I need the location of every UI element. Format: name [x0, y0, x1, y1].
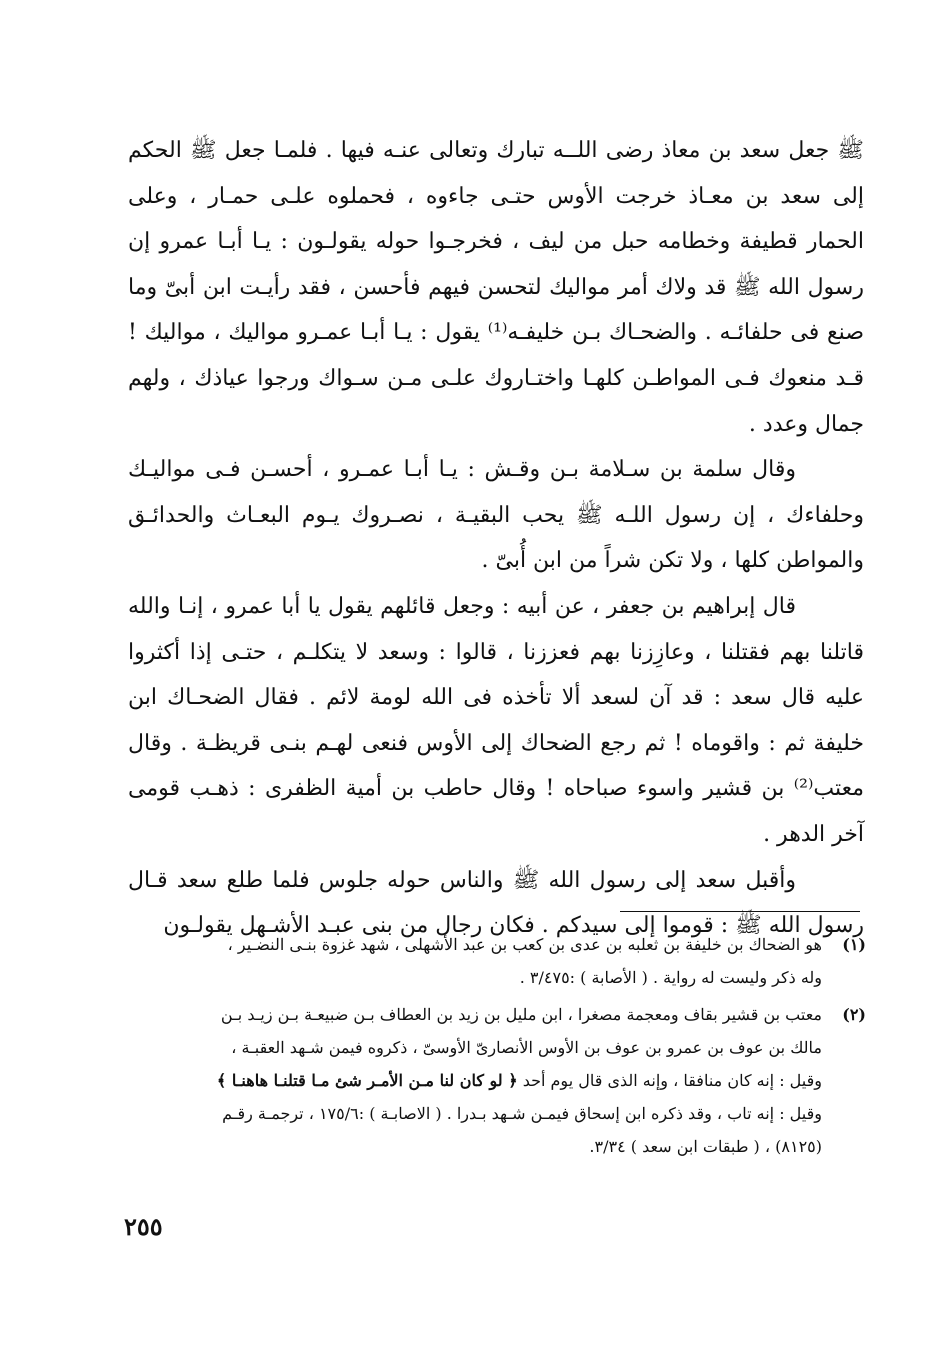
footnotes [120, 928, 866, 1167]
footnote-line: هو الضحاك بن خليفة بن ثعلبه بن عدى بن كعب بن عبد الأشهلى ، شهد غزوة بنـى النضـير ، [227, 935, 822, 954]
footnote-line: مالك بن عوف بن عمرو بن عوف بن الأوس الأنصارىّ الأوسىّ ، ذكروه فيمن شـهد العقبـة ، [231, 1038, 822, 1057]
page-number: ٢٥٥ [124, 1212, 163, 1241]
footnote-number: (٢) [842, 1005, 866, 1024]
paragraph: ﷺ جعل سعد بن معاذ رضى اللــه تبارك وتعالى عنـه فيها . فلمـا جعل ﷺ الحكم إلى سعد بن معـاذ خرجت الأوس حتـى جاءوه ، فحملوه علـى حمـار ، وعلى الحمار قطيفة وخطامه حبل من ليف ، فخرجـوا حوله يقولـون : يـا أبـا عمرو إن رسول الله ﷺ قد ولاك أمر مواليك لتحسن فيهم فأحسن ، فقد رأيـت ابن أبىّ وما صنع فى حلفائـه . والضحـاك بـن خليفـه⁽¹⁾ يقول : يـا أبـا عمـرو مواليك ، مواليك ! قـد منعوك فـى المواطـن كلهـا واختـاروك علـى مـن سـواك ورجوا عياذك ، ولهم جمال وعدد . [128, 138, 864, 437]
main-text [128, 128, 864, 949]
footnote-line: معتب بن قشير بقاف ومعجمة مصغرا ، ابن مليل بن زيد بن العطاف بـن ضبيعـة بـن زيـد بـن [220, 1005, 822, 1024]
footnote-line [120, 1064, 822, 1097]
quran-quote: ﴿ لو كان لنا مـن الأمـر شئ مـا قتلنـا هاهنـا ﴾ [216, 1071, 518, 1090]
footnote-line: (٨١٢٥) ، ( طبقات ابن سعد ) ٣/٣٤. [589, 1137, 822, 1156]
footnote-line: وقيل : إنه تاب ، وقد ذكره ابن إسحاق فيمـن شـهد بـدرا . ( الاصابـة ) :١٧٥/٦ ، ترجمـة رقـم [222, 1104, 822, 1123]
footnote-number: (١) [842, 935, 866, 954]
paragraph: وأقبل سعد إلى رسول الله ﷺ والناس حوله جلوس فلما طلع سعد قـال رسول الله ﷺ : قوموا إلى سيدكم . فكان رجال من بنى عبـد الأشـهل يقولـون [128, 867, 864, 939]
paragraph: قال إبراهيم بن جعفر ، عن أبيه : وجعل قائلهم يقول يا أبا عمرو ، إنـا والله قاتلنا بهم فقتلنا ، وعازِزنا بهم فعززنا ، قالوا : وسعد لا يتكلـم ، حتـى إذا أكثروا عليه قال سعد : قد آن لسعد ألا تأخذه فى الله لومة لائم . فقال الضحـاك ابن خليفة ثم : واقوماه ! ثم رجع الضحاك إلى الأوس فنعى لهـم بنـى قريظـة . وقال معتب⁽²⁾ بن قشير واسوء صباحاه ! وقال حاطب بن أمية الظفرى : ذهـب قومى آخر الدهر . [128, 593, 864, 847]
footnote-line: وله ذكر وليست له رواية . ( الأصابة ) :٣/٤٧٥ . [519, 968, 822, 987]
paragraph: وقال سلمة بن سـلامة بـن وقـش : يـا أبـا عمـرو ، أحسـن فـى مواليـك وحلفاءك ، إن رسول اللـه ﷺ يحب البقيـة ، نصـروك يـوم البعـاث والحدائـق والمواطن كلها ، ولا تكن شراً من ابن أُبىّ . [128, 457, 864, 574]
footnote-separator [620, 911, 860, 912]
footnote-1 [120, 928, 866, 994]
footnote-2 [120, 998, 866, 1163]
footnote-text: وقيل : إنه كان منافقا ، وإنه الذى قال يوم أحد [522, 1071, 822, 1090]
